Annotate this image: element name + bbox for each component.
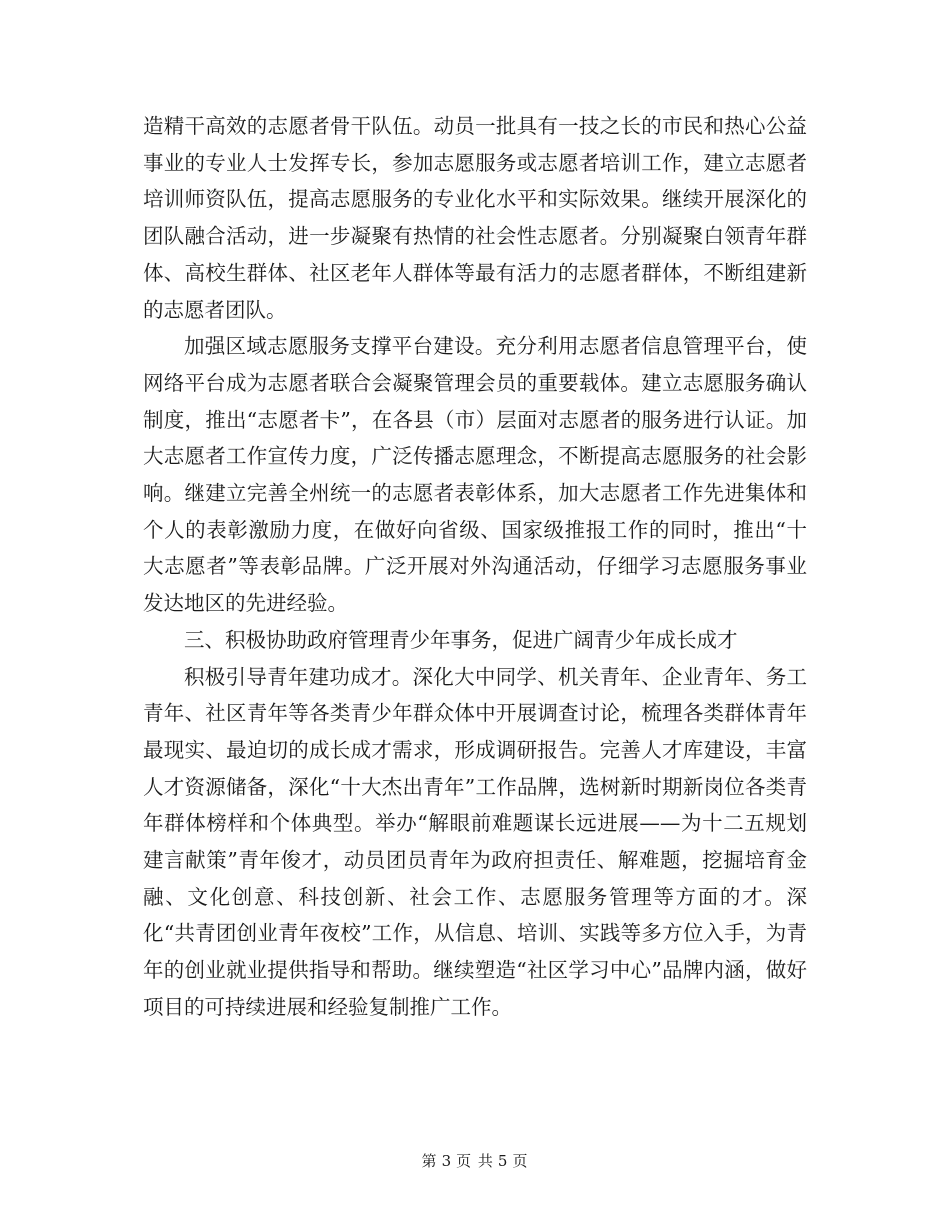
footer-middle: 页 共 [456,1152,494,1170]
document-body [143,108,807,1026]
paragraph-1: 造精干高效的志愿者骨干队伍。动员一批具有一技之长的市民和热心公益事业的专业人士发挥专长，参加志愿服务或志愿者培训工作，建立志愿者培训师资队伍，提高志愿服务的专业化水平和实际效果。继续开展深化的团队融合活动，进一步凝聚有热情的社会性志愿者。分别凝聚白领青年群体、高校生群体、社区老年人群体等最有活力的志愿者群体，不断组建新的志愿者团队。 [143,114,807,322]
footer-suffix: 页 [512,1152,529,1170]
paragraph-2: 加强区域志愿服务支撑平台建设。充分利用志愿者信息管理平台，使网络平台成为志愿者联合会凝聚管理会员的重要载体。建立志愿服务确认制度，推出“志愿者卡”，在各县（市）层面对志愿者的服务进行认证。加大志愿者工作宣传力度，广泛传播志愿理念，不断提高志愿服务的社会影响。继建立完善全州统一的志愿者表彰体系，加大志愿者工作先进集体和个人的表彰激励力度，在做好向省级、国家级推报工作的同时，推出“十大志愿者”等表彰品牌。广泛开展对外沟通活动，仔细学习志愿服务事业发达地区的先进经验。 [143,334,807,616]
page-footer [0,1150,950,1171]
section-heading: 三、积极协助政府管理青少年事务，促进广阔青少年成长成才 [184,627,738,652]
paragraph-3: 积极引导青年建功成才。深化大中同学、机关青年、企业青年、务工青年、社区青年等各类青少年群众体中开展调查讨论，梳理各类群体青年最现实、最迫切的成长成才需求，形成调研报告。完善人才库建设，丰富人才资源储备，深化“十大杰出青年”工作品牌，选树新时期新岗位各类青年群体榜样和个体典型。举办“解眼前难题谋长远进展——为十二五规划建言献策”青年俊才，动员团员青年为政府担责任、解难题，挖掘培育金融、文化创意、科技创新、社会工作、志愿服务管理等方面的才。深化“共青团创业青年夜校”工作，从信息、培训、实践等多方位入手，为青年的创业就业提供指导和帮助。继续塑造“社区学习中心”品牌内涵，做好项目的可持续进展和经验复制推广工作。 [143,664,807,1019]
footer-current-page: 3 [441,1152,453,1170]
footer-prefix: 第 [421,1152,438,1170]
footer-total-pages: 5 [497,1152,509,1170]
